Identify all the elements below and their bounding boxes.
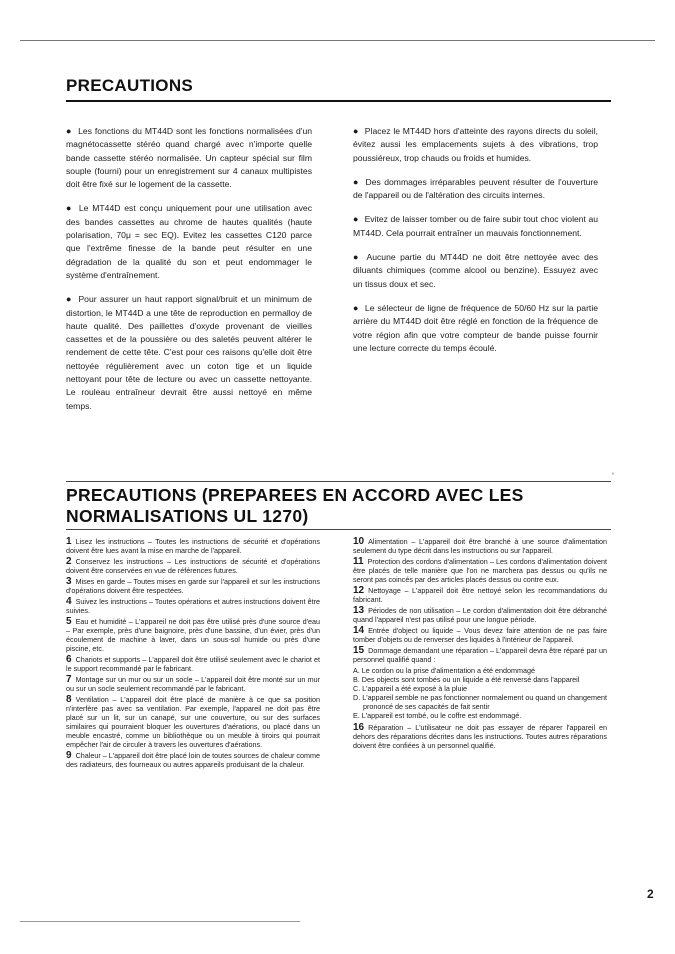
bullet-icon: ● <box>66 294 73 305</box>
sub-item: C. L'appareil a été exposé à la pluie <box>353 684 468 693</box>
bullet-paragraph: ● Pour assurer un haut rapport signal/bruit et un minimum de distortion, le MT44D a une tête de reproduction en permalloy de haute qualité. Des paillettes d'oxyde provenant de vieilles cassettes et de la poussière ou des saletés peuvent altérer le rendement de cette tête. C'est pour ces raisons qu'elle doit être nettoyée régulièrement avec un coton tige et un liquide nettoyant pour tête de lecture ou avec un cassette nettoyante. Le rouleau entraîneur devrait être aussi nettoyé en même temps. <box>66 294 313 411</box>
tick-mark: ‘ <box>612 471 614 481</box>
bullet-icon: ● <box>66 126 73 136</box>
numbered-item: 12 Nettoyage – L'appareil doit être nettoyé selon les recommandations du fabricant. <box>353 585 607 604</box>
numbered-item: 11 Protection des cordons d'alimentation – Les cordons d'alimentation doivent être placés de telle manière que l'on ne marchera pas dessus ou qu'ils ne seront pas coincés par des articles placés dessus ou contre eux. <box>353 556 607 584</box>
numbered-item: 13 Périodes de non utilisation – Le cordon d'alimentation doit être débranché quand l'appareil n'est pas utilisé pour une longue période. <box>353 605 607 624</box>
numbered-item: 2 Conservez les instructions – Les instructions de sécurité et d'opérations doivent être conservées en vue de références futures. <box>66 556 320 575</box>
numbered-item: 9 Chaleur – L'appareil doit être placé loin de toutes sources de chaleur comme des radiateurs, des fourneaux ou autres appareils produisant de la chaleur. <box>66 750 320 769</box>
heading-underline <box>66 100 611 102</box>
numbered-item: 4 Suivez les instructions – Toutes opérations et autres instructions doivent être suivies. <box>66 596 320 615</box>
bullet-paragraph: ● Le sélecteur de ligne de fréquence de 50/60 Hz sur la partie arrière du MT44D doit être réglé en fonction de la fréquence de votre région afin que votre compteur de bande puisse fournir une lecture correcte du temps écoulé. <box>353 302 599 353</box>
numbered-item: 6 Chariots et supports – L'appareil doit être utilisé seulement avec le chariot et le support recommandé par le fabricant. <box>66 654 320 673</box>
bullet-paragraph: ● Placez le MT44D hors d'atteinte des rayons directs du soleil, évitez aussi les emplacements sujets à des vibrations, trop poussiéreux, trop chauds ou froids et humides. <box>353 126 598 163</box>
numbered-item: 10 Alimentation – L'appareil doit être branché à une source d'alimentation seulement du type décrit dans les instructions ou sur l'appareil. <box>353 536 607 555</box>
sub-item: E. L'appareil est tombé, ou le coffre est endommagé. <box>353 711 522 720</box>
page-number: 2 <box>647 887 654 901</box>
bullet-paragraph: ● Evitez de laisser tomber ou de faire subir tout choc violent au MT44D. Cela pourrait entraîner un mauvais fonctionnement. <box>353 214 599 238</box>
numbered-item: 16 Réparation – L'utilisateur ne doit pas essayer de réparer l'appareil en dehors des réparations décrites dans les instructions. Toutes autres réparations doivent être confiées à un personnel qualifié. <box>353 722 607 750</box>
bullet-icon: ● <box>66 203 73 214</box>
bullet-icon: ● <box>353 126 359 136</box>
sub-item: D. L'appareil semble ne pas fonctionner normalement ou quand un changement prononcé de ses capacités de fait sentir <box>353 693 607 711</box>
bullet-paragraph: ● Les fonctions du MT44D sont les fonctions normalisées d'un magnétocassette stéréo quand chargé avec n'importe quelle bande cassette stéréo normalisée. Un capteur spécial sur film souple (fourni) pour un enregistrement sur 4 canaux multipistes doit être fixé sur le logement de la cassette. <box>66 126 312 190</box>
sub-item: A. Le cordon ou la prise d'alimentation a été endommagé <box>353 666 535 675</box>
numbered-item: 15 Dommage demandant une réparation – L'appareil devra être réparé par un personnel qualifié quand : <box>353 645 607 664</box>
sub-item: B. Des objects sont tombés ou un liquide a été renversé dans l'appareil <box>353 675 580 684</box>
precautions-column-left <box>66 125 312 424</box>
bullet-paragraph: ● Des dommages irréparables peuvent résulter de l'ouverture de l'appareil ou de l'altération des circuits internes. <box>353 176 598 201</box>
bullet-paragraph: ● Le MT44D est conçu uniquement pour une utilisation avec des bandes cassettes au chrome de hautes qualités (haute polarisation, 70μ = sec EQ). Evitez les cassettes C120 parce que l'extrême finesse de la bande peut résulter en une dégradation de la qualité du son et peut endommager le système d'entraînement. <box>66 203 312 280</box>
numbered-item: 3 Mises en garde – Toutes mises en garde sur l'appareil et sur les instructions d'opérations doivent être respectées. <box>66 576 320 595</box>
numbered-item: 1 Lisez les instructions – Toutes les instructions de sécurité et d'opérations doivent être lues avant la mise en marche de l'appareil. <box>66 536 320 555</box>
bullet-paragraph: ● Aucune partie du MT44D ne doit être nettoyée avec des diluants chimiques (comme alcool ou benzine). Essuyez avec un tissus doux et sec. <box>353 252 599 289</box>
numbered-item: 8 Ventilation – L'appareil doit être placé de manière à ce que sa position n'interfère pas avec sa ventilation. Par exemple, l'appareil ne doit pas être placé sur un lit, sur un canapé, sur une couverture, ou sur des surfaces similaires qui pourraient bloquer les ouvertures d'aérations, ou placé dans un meuble encastré, comme un bibliothèque ou un meuble à tiroirs qui pourrait empêcher l'air de circuler à travers les ouvertures d'aérations. <box>66 694 320 749</box>
ul-column-right <box>353 537 607 752</box>
top-rule <box>20 40 655 41</box>
bullet-icon: ● <box>353 302 359 313</box>
bullet-icon: ● <box>353 214 359 225</box>
heading-precautions: PRECAUTIONS <box>66 76 194 95</box>
heading-ul-precautions: PRECAUTIONS (PREPAREES EN ACCORD AVEC LES NORMALISATIONS UL 1270) <box>66 485 524 526</box>
bullet-icon: ● <box>353 252 361 263</box>
ul-column-left <box>66 537 320 771</box>
numbered-item: 14 Entrée d'object ou liquide – Vous devez faire attention de ne pas faire tomber d'objets ou de renverser des liquides à l'intérieur de l'appareil. <box>353 625 607 644</box>
bullet-icon: ● <box>353 176 360 187</box>
precautions-column-right <box>353 125 598 366</box>
section-rule-top <box>66 481 611 482</box>
bottom-rule <box>20 921 300 922</box>
numbered-item: 7 Montage sur un mur ou sur un socle – L'appareil doit être monté sur un mur ou sur un socle seulement recommandé par le fabricant. <box>66 674 320 693</box>
section-rule-bottom <box>66 529 611 530</box>
numbered-item: 5 Eau et humidité – L'appareil ne doit pas être utilisé près d'une source d'eau – Par exemple, près d'une baignoire, près d'une bassine, d'un évier, près d'un écoulement de machine à laver, dans un sous-sol humide ou près d'une piscine, etc. <box>66 616 320 653</box>
